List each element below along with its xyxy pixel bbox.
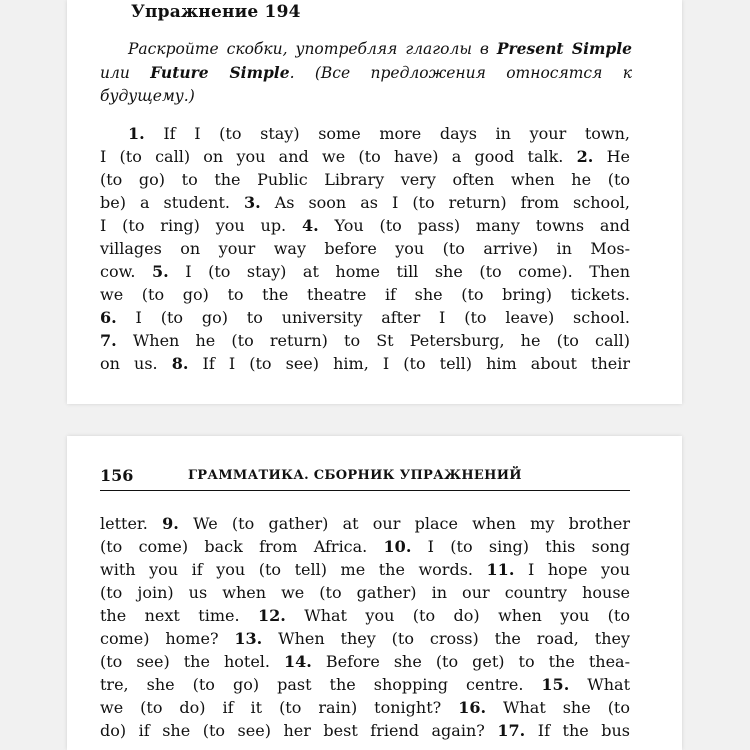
sentence-text: we (to do) if it (to rain) tonight? (100, 698, 459, 717)
sentence-number: 7. (100, 331, 117, 350)
sentence-text: Before she (to get) to the thea- (311, 652, 631, 671)
page-bottom (67, 436, 682, 750)
instruction-fragment: . (Все предложения относятся к будущему.) (100, 64, 632, 105)
text-line (100, 168, 630, 191)
sentence-text: I (to sing) this song (411, 537, 630, 556)
sentence-number: 3. (243, 193, 261, 212)
exercise-instruction (100, 37, 632, 108)
text-line (100, 122, 630, 145)
sentence-text: do) if she (to see) her best friend again? (100, 721, 498, 740)
sentence-text: I (to stay) at home till she (to come). Then (168, 262, 631, 281)
sentence-text: I (to ring) you up. (100, 216, 302, 235)
sentence-text: I hope you (514, 560, 630, 579)
sentence-number: 6. (100, 308, 117, 327)
text-line (100, 535, 630, 558)
sentence-text: (to go) to the Public Library very often when he (to (100, 170, 630, 189)
sentence-text: I (to go) to university after I (to leave) school. (116, 308, 630, 327)
text-line (100, 696, 630, 719)
sentence-text: (to see) the hotel. (100, 652, 285, 671)
sentence-text: we (to go) to the theatre if she (to bring) tickets. (100, 285, 630, 304)
sentence-text: on us. (100, 354, 172, 373)
sentence-text: villages on your way before you (to arrive) in Mos- (100, 239, 630, 258)
instruction-text (100, 40, 632, 105)
text-line (100, 260, 630, 283)
sentence-number: 17. (497, 721, 526, 740)
text-line (100, 627, 630, 650)
sentence-number: 5. (152, 262, 169, 281)
instruction-tense-name: Present Simple (496, 39, 632, 58)
sentence-number: 14. (284, 652, 312, 671)
sentence-number: 9. (162, 514, 179, 533)
text-line (100, 237, 630, 260)
sentence-number: 11. (486, 560, 515, 579)
sentence-text: letter. (100, 514, 163, 533)
sentence-text: When they (to cross) the road, they (262, 629, 630, 648)
sentence-text: be) a student. (100, 193, 244, 212)
sentence-text: If I (to stay) some more days in your town, (144, 124, 630, 143)
sentence-number: 8. (171, 354, 189, 373)
sentence-text: (to come) back from Africa. (100, 537, 384, 556)
sentence-text: What she (to (486, 698, 630, 717)
text-line (100, 512, 630, 535)
page-header (100, 466, 630, 491)
sentence-number: 4. (301, 216, 319, 235)
sentence-text: I (to call) on you and we (to have) a good talk. (100, 147, 577, 166)
text-line (100, 283, 630, 306)
text-line (100, 191, 630, 214)
sentence-text: He (593, 147, 630, 166)
text-line (100, 673, 630, 696)
exercise-text-part-1 (100, 122, 630, 375)
page-top (67, 0, 682, 404)
sentence-text: What (569, 675, 630, 694)
sentence-number: 2. (576, 147, 594, 166)
exercise-text-part-2 (100, 512, 630, 742)
sentence-number: 10. (383, 537, 412, 556)
sentence-text: If I (to see) him, I (to tell) him about their (188, 354, 631, 373)
running-head: ГРАММАТИКА. СБОРНИК УПРАЖНЕНИЙ (188, 468, 522, 483)
page-number: 156 (100, 466, 134, 485)
sentence-text: As soon as I (to return) from school, (260, 193, 630, 212)
sentence-number: 16. (458, 698, 487, 717)
sentence-text: What you (to do) when you (to (285, 606, 630, 625)
sentence-number: 12. (257, 606, 286, 625)
text-line (100, 352, 630, 375)
instruction-fragment: или (100, 64, 151, 82)
sentence-text: You (to pass) many towns and (318, 216, 630, 235)
text-line (100, 558, 630, 581)
sentence-text: with you if you (to tell) me the words. (100, 560, 487, 579)
text-line (100, 214, 630, 237)
sentence-text: cow. (100, 262, 153, 281)
sentence-text: tre, she (to go) past the shopping centre. (100, 675, 542, 694)
sentence-text: come) home? (100, 629, 235, 648)
text-line (100, 329, 630, 352)
sentence-text: We (to gather) at our place when my brother (178, 514, 630, 533)
sentence-text: (to join) us when we (to gather) in our country house (100, 583, 630, 602)
instruction-tense-name: Future Simple (150, 63, 290, 82)
text-line (100, 581, 630, 604)
exercise-title: Упражнение 194 (131, 2, 301, 22)
sentence-number: 15. (541, 675, 570, 694)
sentence-number: 13. (234, 629, 263, 648)
text-line (100, 145, 630, 168)
sentence-text: If the bus (525, 721, 631, 740)
text-line (100, 306, 630, 329)
sentence-number: 1. (128, 124, 145, 143)
sentence-text: When he (to return) to St Petersburg, he (to call) (116, 331, 630, 350)
text-line (100, 719, 630, 742)
text-line (100, 650, 630, 673)
instruction-fragment: Раскройте скобки, употребляя глаголы в (128, 40, 497, 58)
text-line (100, 604, 630, 627)
sentence-text: the next time. (100, 606, 258, 625)
